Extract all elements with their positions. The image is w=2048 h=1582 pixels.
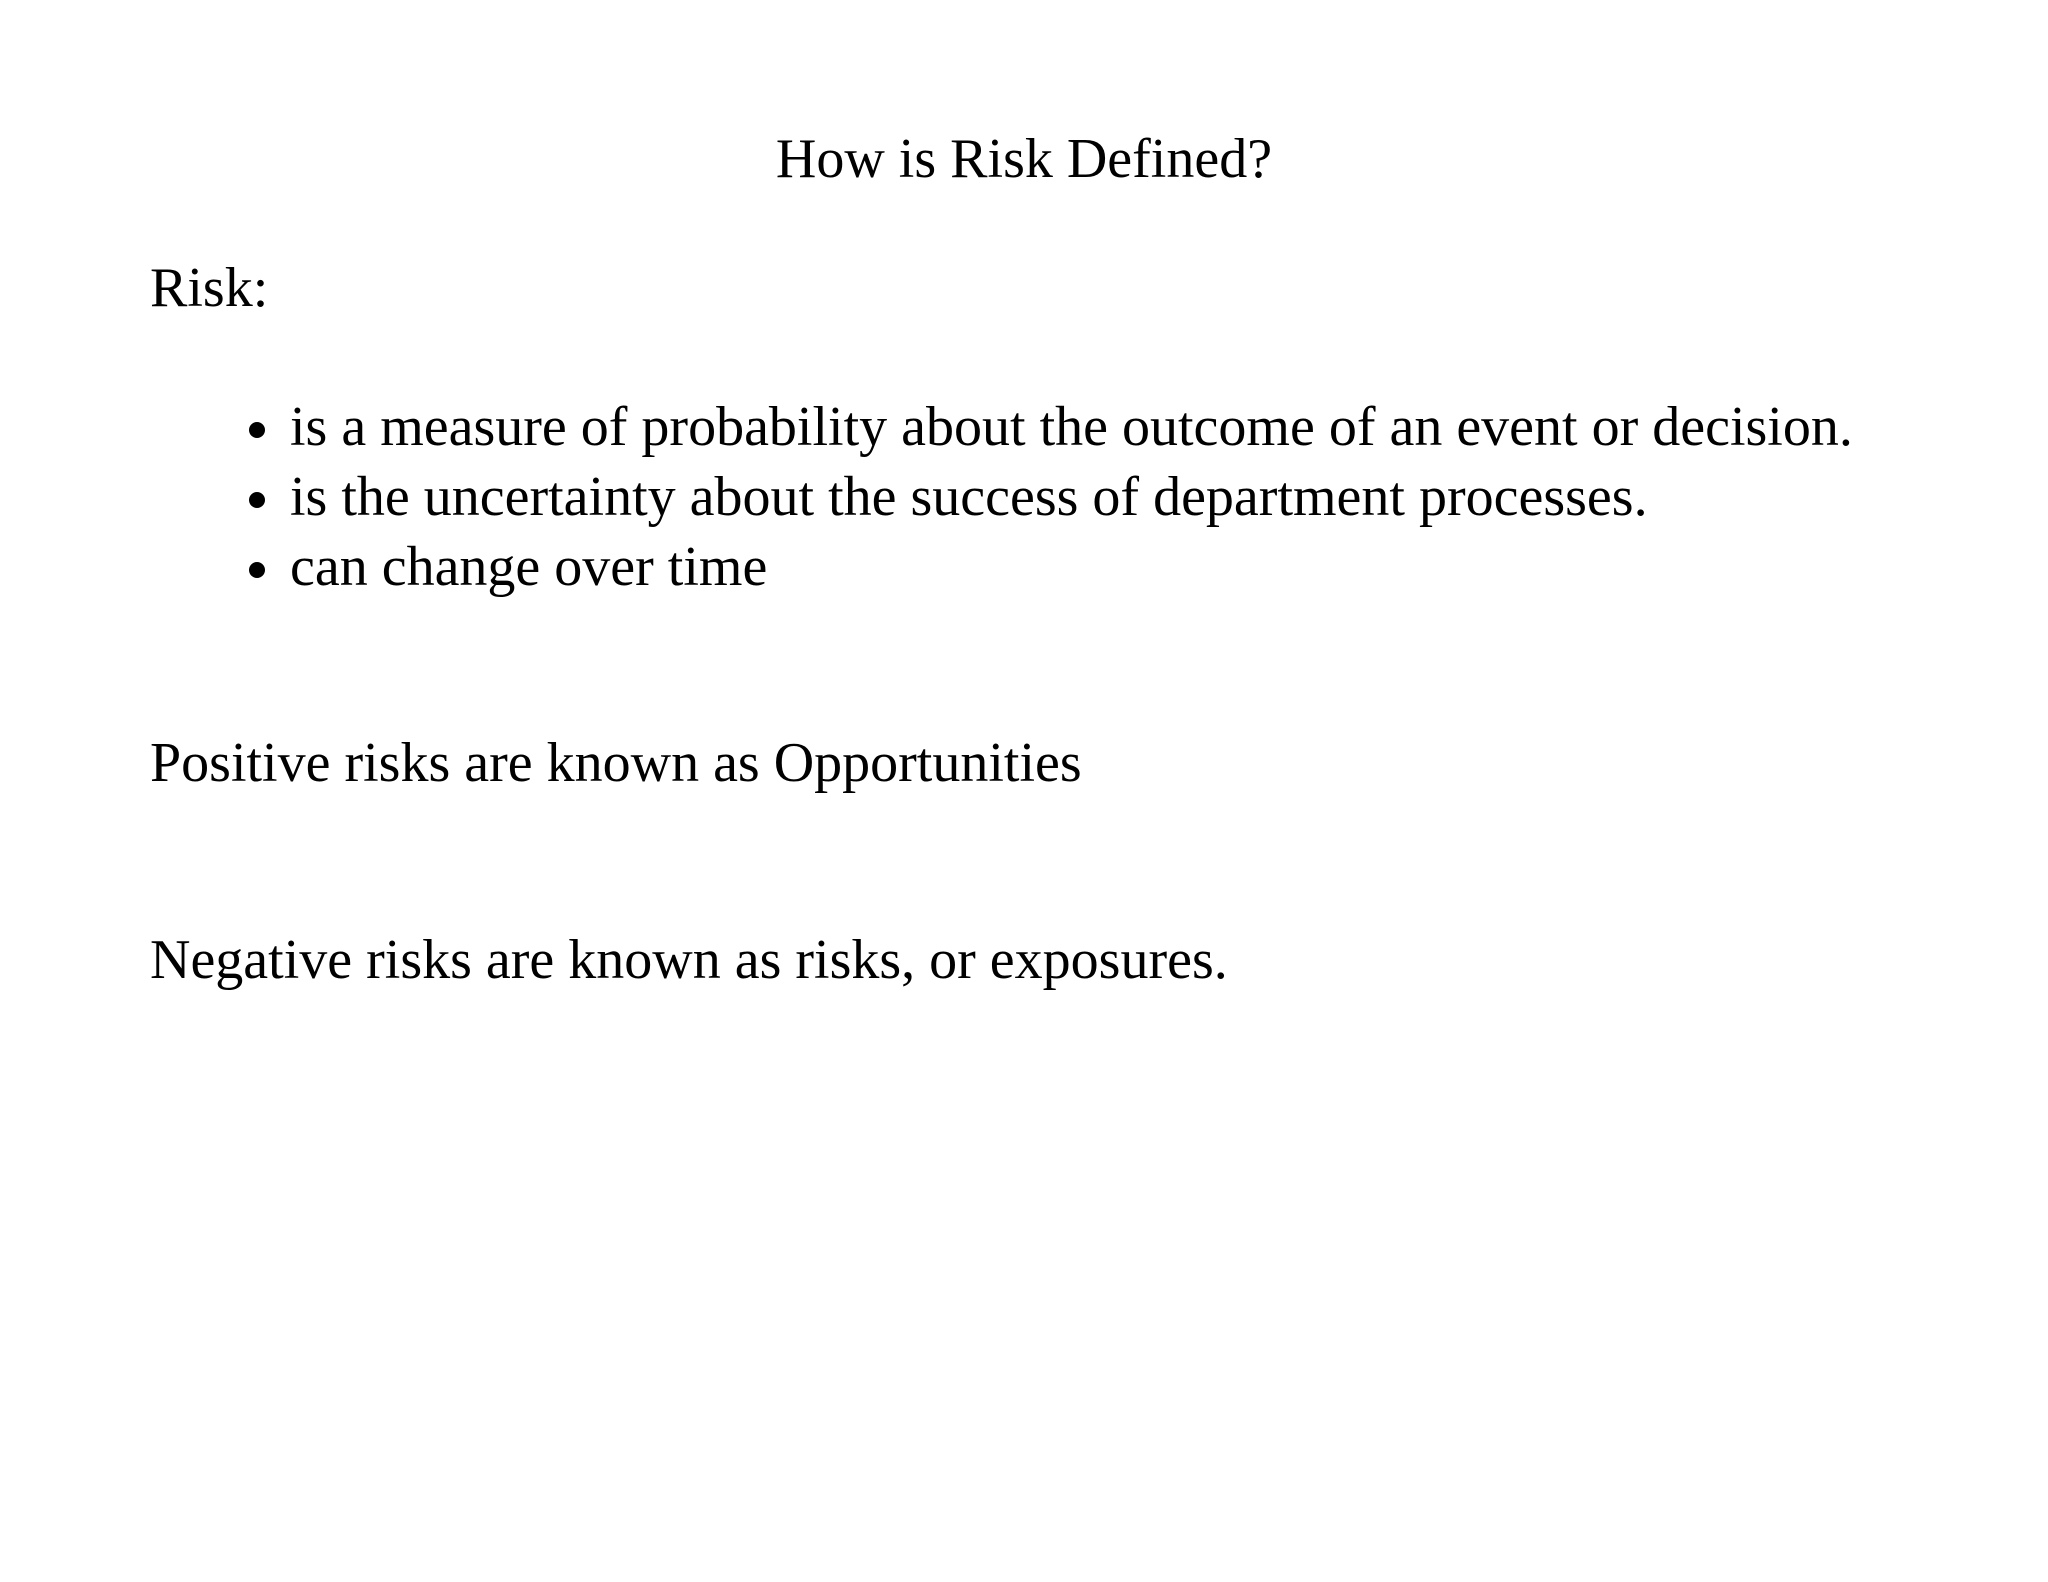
positive-risk-statement: Positive risks are known as Opportunities (150, 732, 1082, 794)
risk-label: Risk: (150, 257, 269, 319)
bullet-icon (249, 492, 265, 508)
list-item (246, 532, 1853, 602)
bullet-icon (249, 562, 265, 578)
bullet-icon (249, 422, 265, 438)
page-title: How is Risk Defined? (775, 128, 1273, 190)
negative-risk-statement: Negative risks are known as risks, or exposures. (150, 929, 1228, 991)
list-item (246, 392, 1853, 462)
risk-definition-list (246, 392, 1853, 602)
list-item (246, 462, 1853, 532)
list-item-text: is the uncertainty about the success of department processes. (290, 466, 1648, 528)
list-item-text: is a measure of probability about the outcome of an event or decision. (290, 396, 1853, 458)
list-item-text: can change over time (290, 536, 768, 598)
